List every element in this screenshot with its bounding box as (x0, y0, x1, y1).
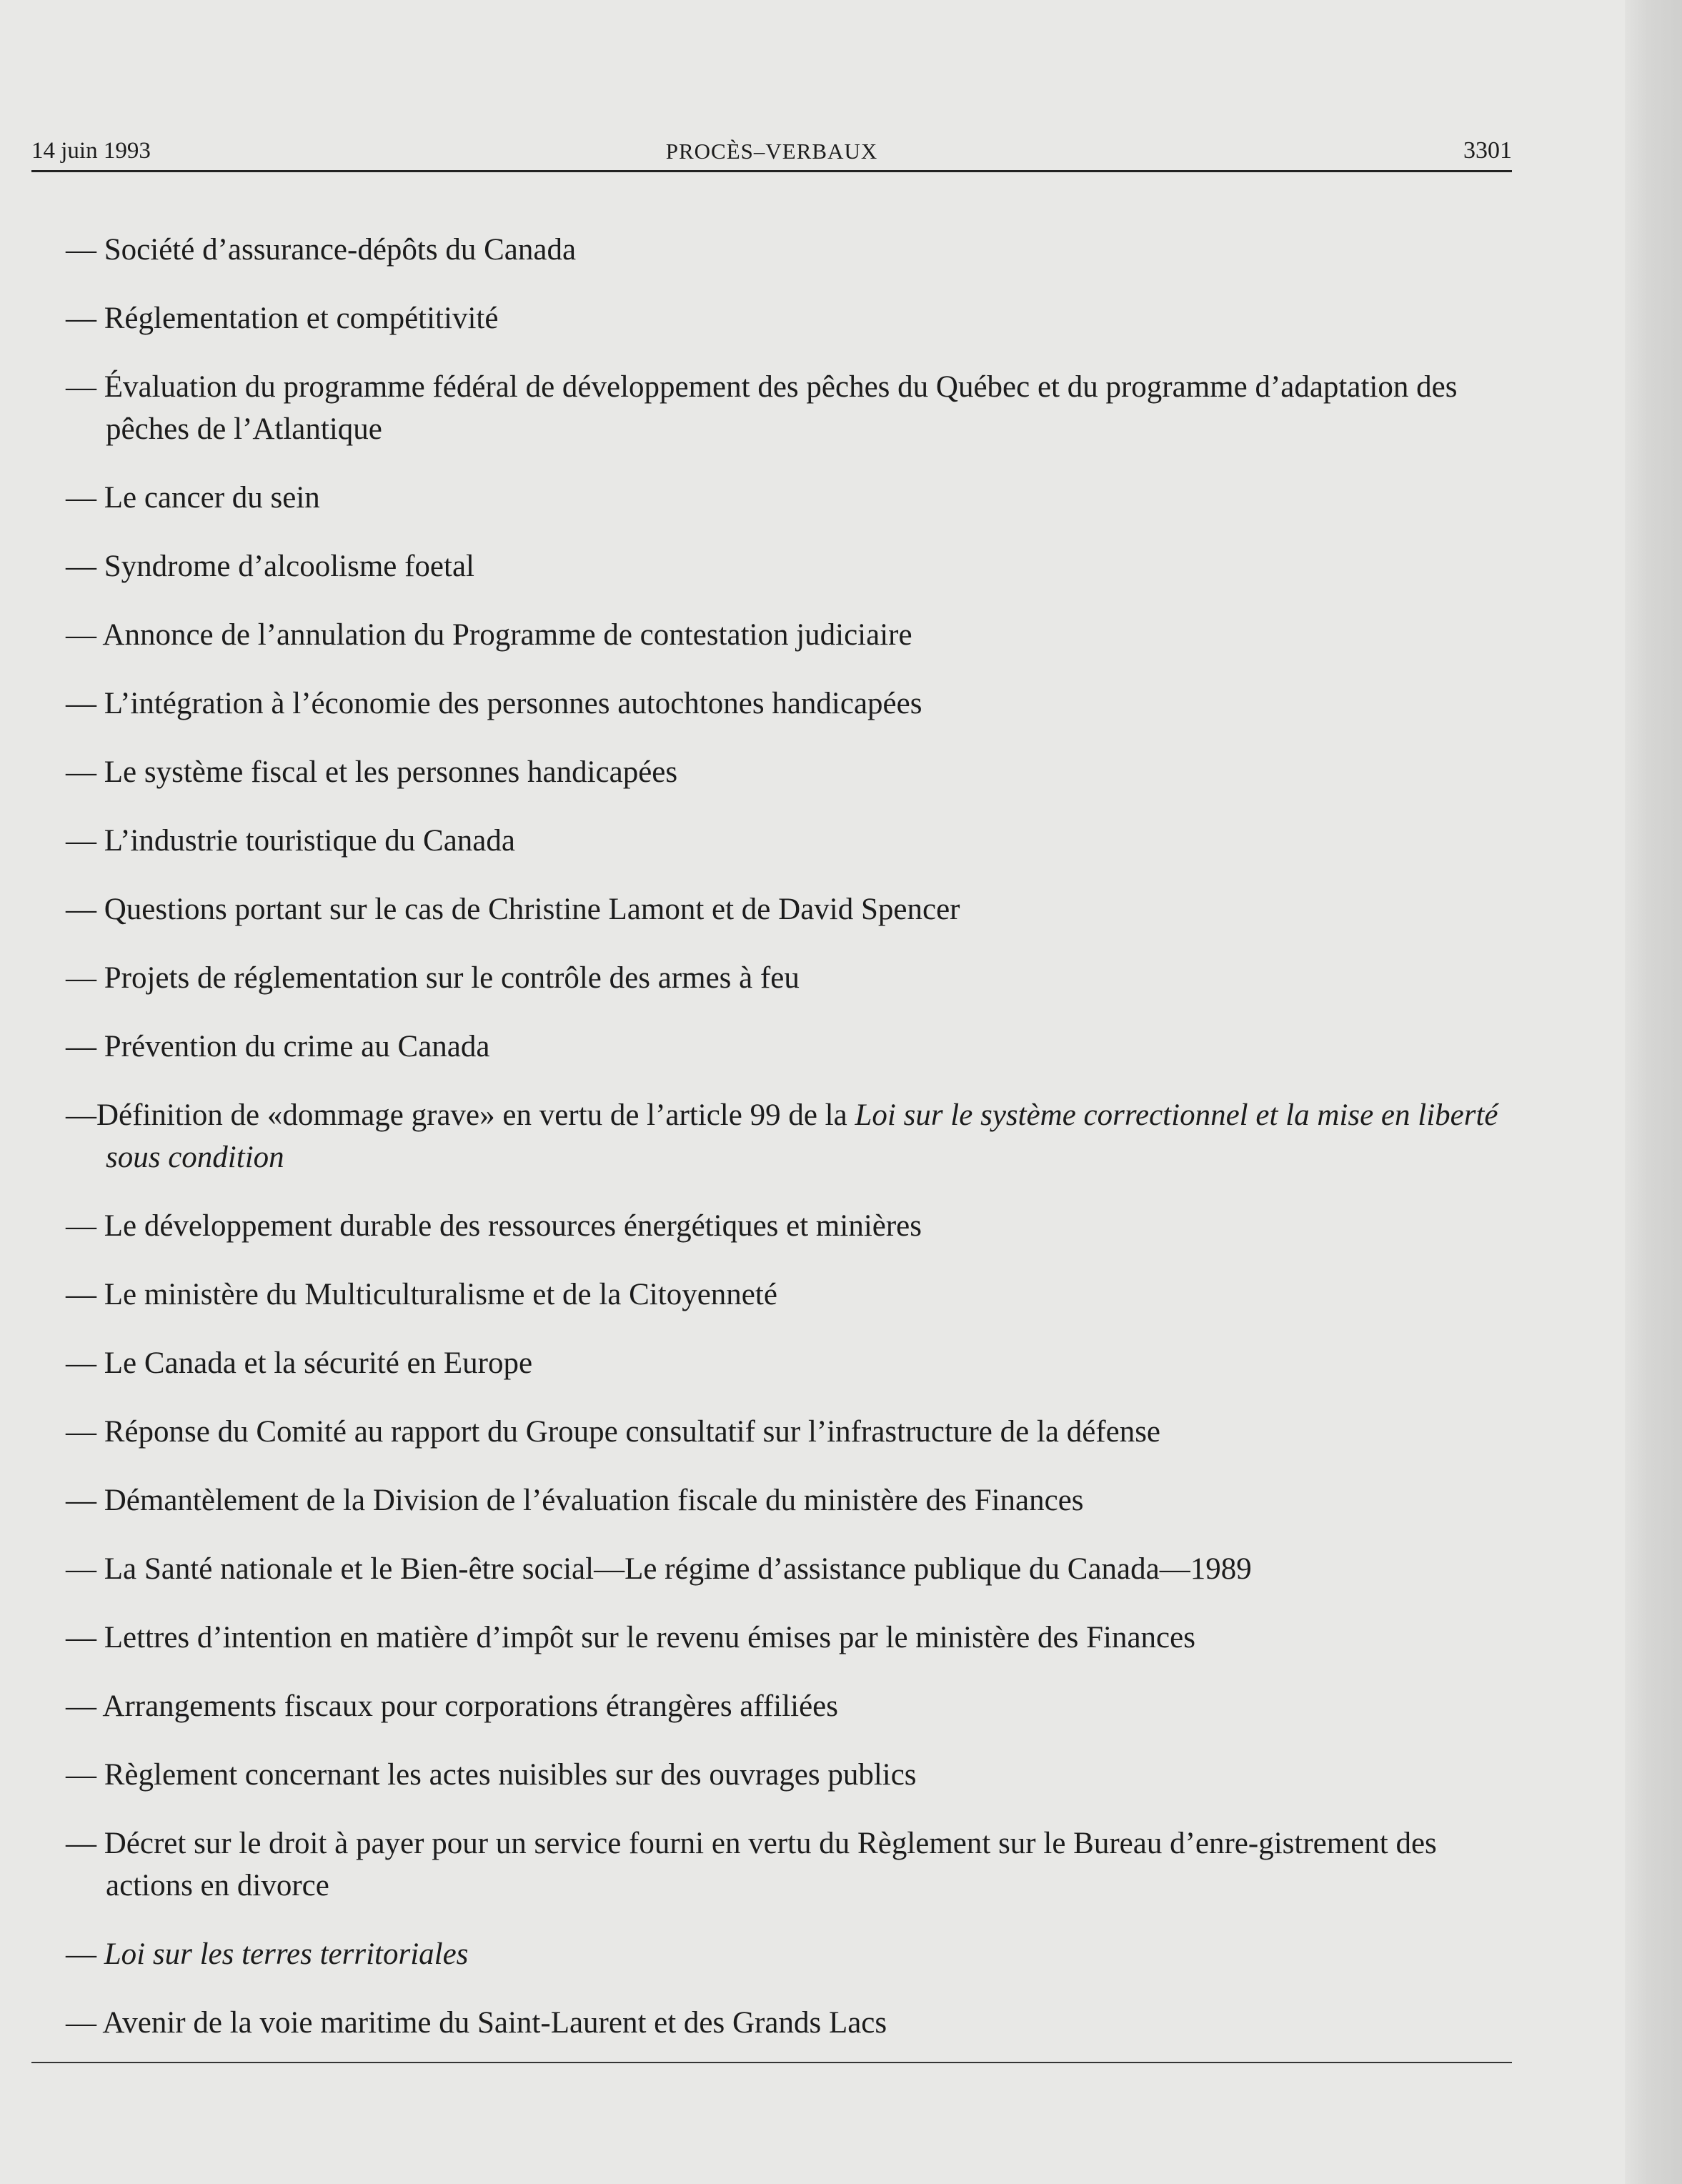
item-text: Prévention du crime au Canada (104, 1030, 490, 1063)
list-item (66, 2002, 1516, 2044)
em-dash: — (66, 755, 104, 789)
list-item (66, 1274, 1516, 1316)
em-dash: — (66, 1552, 104, 1586)
item-list (66, 229, 1516, 2044)
list-item (66, 1822, 1516, 1907)
em-dash: — (66, 1484, 104, 1517)
em-dash: — (66, 1937, 104, 1971)
list-item (66, 477, 1516, 519)
item-text: L’industrie touristique du Canada (104, 824, 515, 858)
item-text: Projets de réglementation sur le contrôle des armes à feu (104, 961, 800, 995)
list-item (66, 1094, 1516, 1178)
item-text: Réponse du Comité au rapport du Groupe consultatif sur l’infrastructure de la défense (104, 1415, 1161, 1449)
item-text: Lettres d’intention en matière d’impôt sur le revenu émises par le ministère des Finances (104, 1621, 1195, 1654)
em-dash: — (66, 481, 104, 515)
list-item (66, 545, 1516, 587)
em-dash: — (66, 1278, 104, 1311)
em-dash: — (66, 687, 104, 720)
list-item (66, 297, 1516, 339)
list-item (66, 614, 1516, 656)
list-item (66, 1685, 1516, 1727)
em-dash: — (66, 1098, 96, 1132)
item-text: Règlement concernant les actes nuisibles sur des ouvrages publics (104, 1758, 917, 1792)
em-dash: — (66, 1346, 104, 1380)
em-dash: — (66, 2006, 103, 2040)
list-item (66, 820, 1516, 862)
em-dash: — (66, 1209, 104, 1243)
em-dash: — (66, 618, 103, 652)
header-title: PROCÈS–VERBAUX (665, 139, 878, 164)
list-item (66, 751, 1516, 793)
list-item (66, 1933, 1516, 1975)
item-text: Le développement durable des ressources énergétiques et minières (104, 1209, 922, 1243)
item-text: Annonce de l’annulation du Programme de contestation judiciaire (102, 618, 912, 652)
em-dash: — (66, 824, 104, 858)
em-dash: — (66, 1030, 104, 1063)
item-text: Définition de «dommage grave» en vertu de l’article 99 de la (96, 1098, 855, 1132)
item-text: Avenir de la voie maritime du Saint-Laurent et des Grands Lacs (102, 2006, 887, 2040)
item-italic-title: Loi sur le système correctionnel et la mise en liberté sous condition (106, 1098, 1498, 1174)
list-item (66, 229, 1516, 271)
item-text: Le système fiscal et les personnes handicapées (104, 755, 678, 789)
em-dash: — (66, 1827, 104, 1860)
item-text: Réglementation et compétitivité (104, 302, 499, 335)
item-text: Syndrome d’alcoolisme foetal (104, 550, 474, 583)
em-dash: — (66, 370, 104, 404)
list-item (66, 1617, 1516, 1659)
item-text: Le cancer du sein (104, 481, 320, 515)
page-number: 3301 (1463, 137, 1512, 164)
list-item (66, 1411, 1516, 1453)
footer-rule (31, 2062, 1512, 2063)
em-dash: — (66, 550, 104, 583)
list-item (66, 888, 1516, 930)
em-dash: — (66, 1415, 104, 1449)
item-text: Le ministère du Multiculturalisme et de la Citoyenneté (104, 1278, 777, 1311)
em-dash: — (66, 302, 104, 335)
list-item (66, 682, 1516, 725)
item-italic-title: Loi sur les terres territoriales (104, 1937, 469, 1971)
item-text: Société d’assurance-dépôts du Canada (104, 233, 577, 267)
em-dash: — (66, 1689, 103, 1723)
list-item (66, 366, 1516, 450)
list-item (66, 1754, 1516, 1796)
item-text: Arrangements fiscaux pour corporations étrangères affiliées (102, 1689, 838, 1723)
item-text: Évaluation du programme fédéral de développement des pêches du Québec et du programme d’adaptation des pêches de l’Atlantique (104, 370, 1458, 446)
em-dash: — (66, 961, 104, 995)
item-text: Démantèlement de la Division de l’évaluation fiscale du ministère des Finances (104, 1484, 1084, 1517)
em-dash: — (66, 1621, 104, 1654)
item-text: Le Canada et la sécurité en Europe (104, 1346, 533, 1380)
em-dash: — (66, 893, 104, 926)
list-item (66, 957, 1516, 999)
item-text: Décret sur le droit à payer pour un service fourni en vertu du Règlement sur le Bureau d’enre-gistrement des actions en divorce (104, 1827, 1437, 1902)
list-item (66, 1026, 1516, 1068)
list-item (66, 1479, 1516, 1522)
em-dash: — (66, 233, 104, 267)
header-date: 14 juin 1993 (31, 138, 151, 164)
item-text: La Santé nationale et le Bien-être social—Le régime d’assistance publique du Canada—1989 (104, 1552, 1252, 1586)
list-item (66, 1205, 1516, 1247)
em-dash: — (66, 1758, 104, 1792)
list-item (66, 1548, 1516, 1590)
item-text: Questions portant sur le cas de Christine Lamont et de David Spencer (104, 893, 960, 926)
item-text: L’intégration à l’économie des personnes autochtones handicapées (104, 687, 922, 720)
running-header (31, 136, 1512, 172)
list-item (66, 1342, 1516, 1384)
